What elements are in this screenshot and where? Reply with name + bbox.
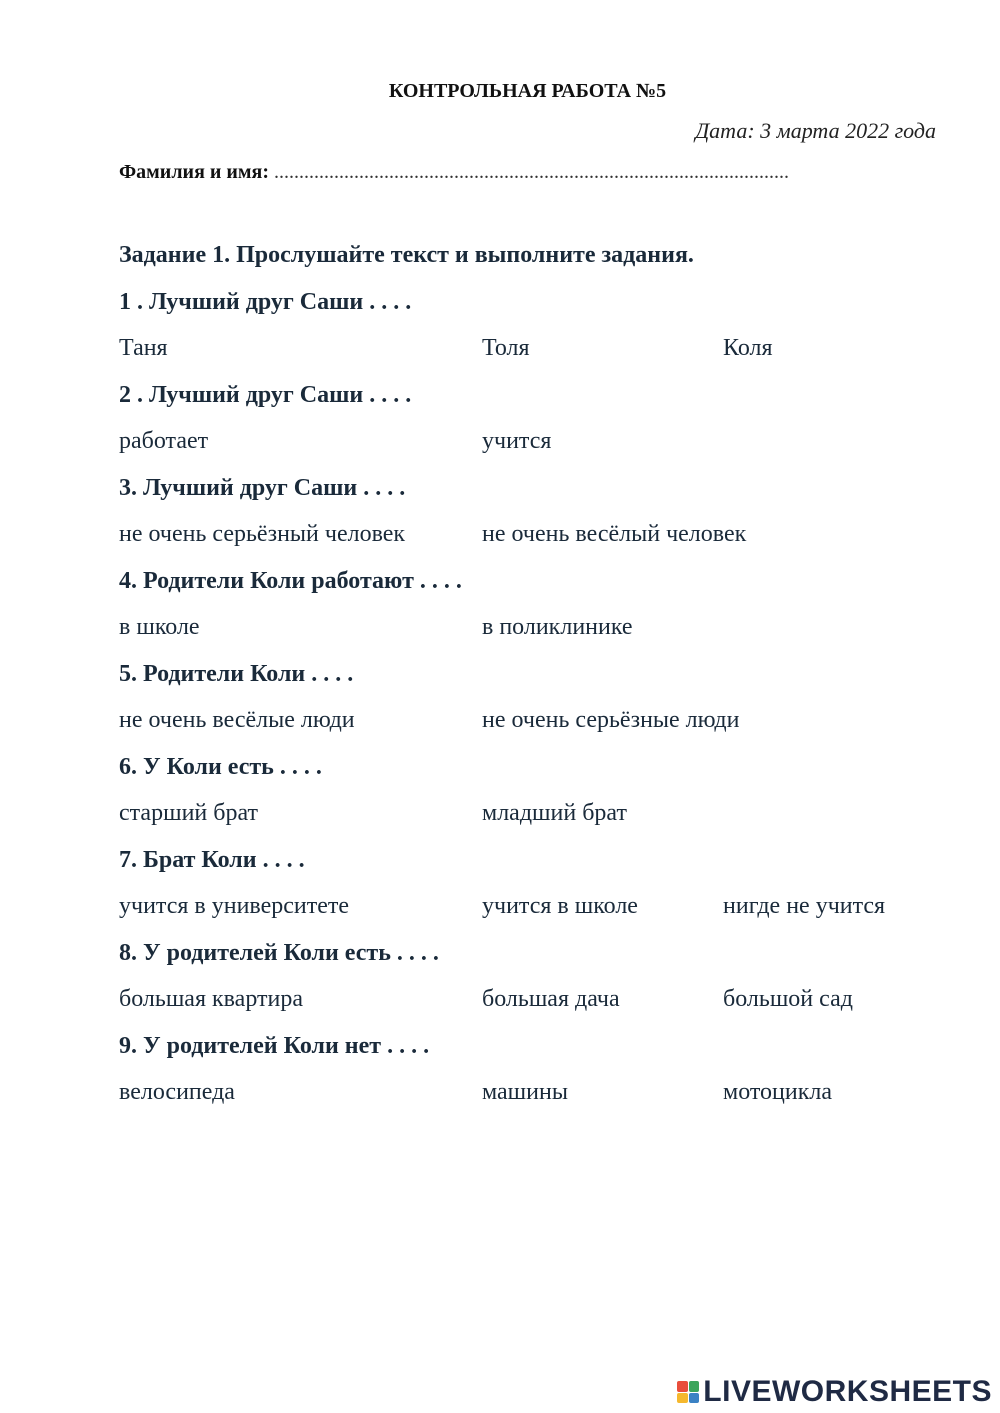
question-9: 9. У родителей Коли нет . . . .: [119, 1033, 430, 1059]
answer-option-q4-2[interactable]: в поликлинике: [482, 614, 633, 640]
question-1: 1 . Лучший друг Саши . . . .: [119, 289, 412, 315]
answer-option-q3-1[interactable]: не очень серьёзный человек: [119, 521, 406, 547]
logo-text: LIVEWORKSHEETS: [703, 1375, 992, 1408]
answer-option-q7-3[interactable]: нигде не учится: [723, 893, 886, 919]
question-2: 2 . Лучший друг Саши . . . .: [119, 382, 412, 408]
answer-option-q4-1[interactable]: в школе: [119, 614, 200, 640]
answer-option-q5-2[interactable]: не очень серьёзные люди: [482, 707, 740, 733]
answer-option-q8-1[interactable]: большая квартира: [119, 986, 303, 1012]
answer-option-q1-2[interactable]: Толя: [482, 335, 530, 361]
question-4: 4. Родители Коли работают . . . .: [119, 568, 462, 594]
answer-option-q9-2[interactable]: машины: [482, 1079, 568, 1105]
liveworksheets-logo: [677, 1375, 992, 1409]
answer-option-q9-3[interactable]: мотоцикла: [723, 1079, 833, 1105]
question-7: 7. Брат Коли . . . .: [119, 847, 305, 873]
answer-option-q8-3[interactable]: большой сад: [723, 986, 853, 1012]
answer-option-q1-1[interactable]: Таня: [119, 335, 168, 361]
logo-icon: [677, 1381, 699, 1403]
answer-option-q3-2[interactable]: не очень весёлый человек: [482, 521, 747, 547]
answer-option-q7-2[interactable]: учится в школе: [482, 893, 638, 919]
name-field-row: [119, 161, 909, 184]
answer-option-q2-1[interactable]: работает: [119, 428, 209, 454]
answer-option-q5-1[interactable]: не очень весёлые люди: [119, 707, 355, 733]
question-5: 5. Родители Коли . . . .: [119, 661, 354, 687]
answer-option-q8-2[interactable]: большая дача: [482, 986, 620, 1012]
question-6: 6. У Коли есть . . . .: [119, 754, 322, 780]
question-3: 3. Лучший друг Саши . . . .: [119, 475, 406, 501]
task-heading: Задание 1. Прослушайте текст и выполните задания.: [119, 242, 694, 268]
answer-option-q6-1[interactable]: старший брат: [119, 800, 258, 826]
name-field[interactable]: .......................................................................................................: [274, 161, 790, 183]
answer-option-q6-2[interactable]: младший брат: [482, 800, 627, 826]
question-8: 8. У родителей Коли есть . . . .: [119, 940, 439, 966]
date-label: Дата: 3 марта 2022 года: [695, 118, 936, 143]
answer-option-q7-1[interactable]: учится в университете: [119, 893, 350, 919]
page-title: КОНТРОЛЬНАЯ РАБОТА №5: [388, 80, 667, 102]
answer-option-q9-1[interactable]: велосипеда: [119, 1079, 235, 1105]
answer-option-q2-2[interactable]: учится: [482, 428, 552, 454]
name-label: Фамилия и имя:: [119, 161, 270, 183]
answer-option-q1-3[interactable]: Коля: [723, 335, 773, 361]
